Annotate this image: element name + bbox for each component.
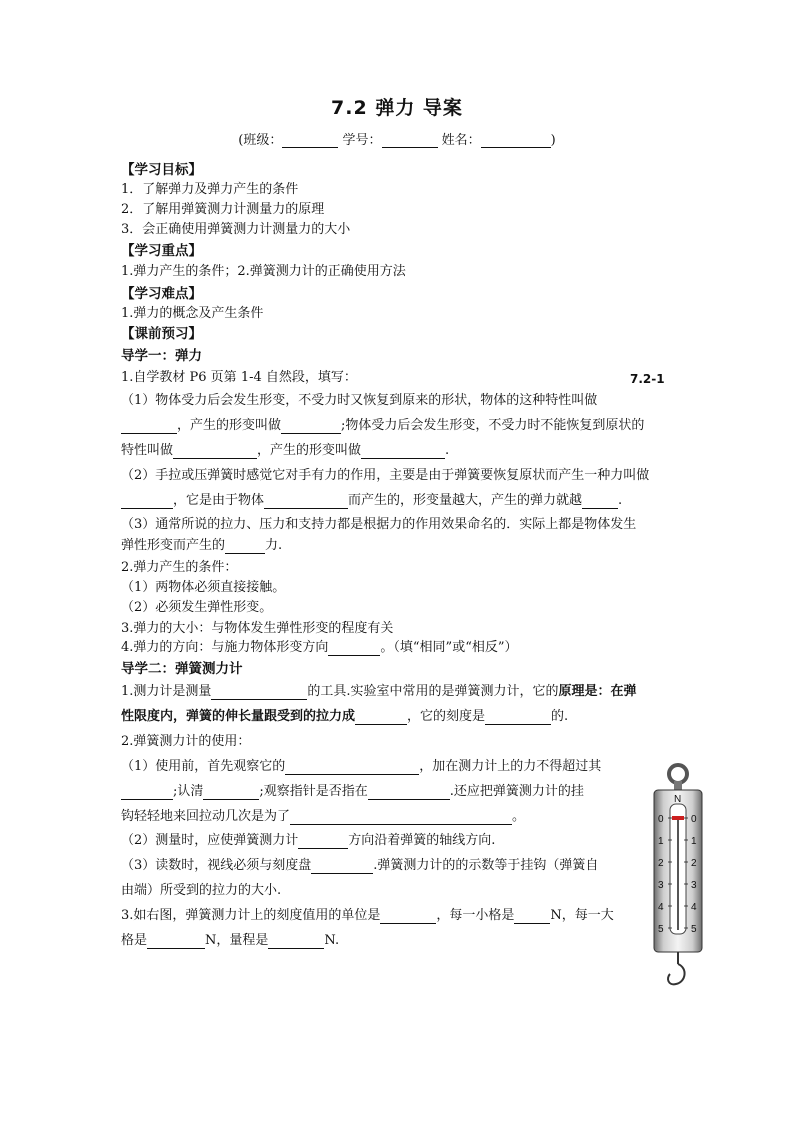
- tick-label-left: 4: [658, 902, 664, 913]
- tick-label-left: 0: [658, 814, 664, 825]
- q1-line-b: ，产生的形变叫做 ;物体受力后会发生形变，不受力时不能恢复到原状的: [121, 418, 644, 434]
- goal-item: 2．了解用弹簧测力计测量力的原理: [121, 202, 325, 217]
- condition-title: 2.弹力产生的条件：: [121, 560, 238, 575]
- condition-item: （2）必须发生弹性形变。: [121, 600, 273, 615]
- number-blank[interactable]: [382, 133, 438, 148]
- elasticity-blank[interactable]: [121, 419, 177, 434]
- tick-label-right: 1: [691, 836, 697, 847]
- u3-line-b: 由端）所受到的拉力的大小.: [121, 883, 282, 898]
- friction-check-blank[interactable]: [290, 810, 512, 825]
- focus-heading: 【学习重点】: [121, 243, 202, 259]
- force-size-text: 3.弹力的大小：与物体发生弹性形变的程度有关: [121, 621, 394, 636]
- student-info-line: [0, 129, 794, 148]
- tick-label-right: 3: [691, 880, 697, 891]
- zero-mark-blank[interactable]: [368, 785, 450, 800]
- goal-item: 3．会正确使用弹簧测力计测量力的大小: [121, 222, 351, 237]
- small-division-blank[interactable]: [514, 909, 550, 924]
- p1-line-a: 1.测力计是测量 的工具.实验室中常用的是弹簧测力计，它的原理是：在弹: [121, 684, 637, 699]
- goal-item: 1．了解弹力及弹力产生的条件: [121, 182, 299, 197]
- deformation-blank[interactable]: [264, 494, 348, 509]
- tick-label-left: 1: [658, 836, 664, 847]
- tick-label-right: 2: [691, 858, 697, 869]
- q2-line-b: ，它是由于物体 而产生的，形变量越大，产生的弹力就越 .: [121, 493, 622, 509]
- elastic-force-blank[interactable]: [121, 494, 173, 509]
- number-label: 学号：: [342, 133, 382, 148]
- u1-line-b: ;认清 ;观察指针是否指在 .还应把弹簧测力计的挂: [121, 784, 584, 800]
- range-value-blank[interactable]: [268, 934, 324, 949]
- tick-label-left: 2: [658, 858, 664, 869]
- q3-line-a: （3）通常所说的拉力、压力和支持力都是根据力的作用效果命名的．实际上都是物体发生: [121, 517, 637, 532]
- proportion-blank[interactable]: [355, 710, 407, 725]
- tick-label-left: 5: [658, 924, 664, 935]
- difficulty-heading: 【学习难点】: [121, 286, 202, 302]
- focus-text: 1.弹力产生的条件；2.弹簧测力计的正确使用方法: [121, 264, 406, 279]
- name-blank[interactable]: [481, 133, 551, 148]
- perpendicular-blank[interactable]: [311, 859, 373, 874]
- unit-blank[interactable]: [380, 909, 436, 924]
- page-title: 7.2 弹力 导案: [331, 97, 463, 119]
- tick-label-right: 4: [691, 902, 697, 913]
- name-label: 姓名：: [441, 133, 481, 148]
- force-type-blank[interactable]: [225, 539, 265, 554]
- usage-title: 2.弹簧测力计的使用：: [121, 734, 251, 749]
- q2-line-a: （2）手拉或压弹簧时感觉它对手有力的作用，主要是由于弹簧要恢复原状而产生一种力叫做: [121, 468, 650, 483]
- large-division-blank[interactable]: [147, 934, 205, 949]
- condition-item: （1）两物体必须直接接触。: [121, 580, 286, 595]
- p1-line-b: 性限度内，弹簧的伸长量跟受到的拉力成 ，它的刻度是 的.: [121, 709, 569, 724]
- pull-direction-blank[interactable]: [298, 834, 348, 849]
- pointer: [672, 816, 684, 820]
- tick-label-right: 5: [691, 924, 697, 935]
- part1-intro: 1.自学教材 P6 页第 1-4 自然段，填写：: [121, 370, 357, 385]
- division-blank[interactable]: [203, 785, 259, 800]
- scale-uniform-blank[interactable]: [485, 710, 551, 725]
- tick-label-left: 3: [658, 880, 664, 891]
- difficulty-text: 1.弹力的概念及产生条件: [121, 306, 264, 321]
- q1-line-a: （1）物体受力后会发生形变，不受力时又恢复到原来的形状，物体的这种特性叫做: [121, 393, 598, 408]
- u3-line-a: （3）读数时，视线必须与刻度盘 .弹簧测力计的的示数等于挂钩（弹簧自: [121, 858, 599, 873]
- max-range-blank[interactable]: [121, 785, 173, 800]
- u1-line-a: （1）使用前，首先观察它的 ，加在测力计上的力不得超过其: [121, 759, 602, 774]
- q1-line-c: 特性叫做 ，产生的形变叫做 .: [121, 443, 450, 458]
- force-direction-text: 4.弹力的方向：与施力物体形变方向 。（填“相同”或“相反”）: [121, 640, 518, 655]
- hook-icon: [668, 964, 685, 984]
- plasticity-blank[interactable]: [173, 444, 257, 459]
- plastic-deformation-blank[interactable]: [361, 444, 445, 459]
- top-ring: [669, 765, 687, 783]
- range-blank[interactable]: [285, 760, 419, 775]
- preview-heading: 【课前预习】: [121, 326, 202, 342]
- u1-line-c: 钩轻轻地来回拉动几次是为了 。: [121, 809, 526, 824]
- class-label: (班级：: [238, 133, 283, 148]
- part2-heading: 导学二：弹簧测力计: [121, 661, 243, 677]
- goals-heading: 【学习目标】: [121, 162, 202, 178]
- measure-blank[interactable]: [211, 685, 307, 700]
- spring-scale-figure: [652, 760, 712, 992]
- p3-line-a: 3.如右图，弹簧测力计上的刻度值用的单位是 ，每一小格是 N，每一大: [121, 908, 614, 923]
- info-close: ): [550, 133, 556, 148]
- direction-blank[interactable]: [328, 641, 380, 656]
- unit-mark: N: [674, 794, 682, 805]
- tick-label-right: 0: [691, 814, 697, 825]
- larger-blank[interactable]: [582, 494, 618, 509]
- part1-heading: 导学一：弹力: [121, 348, 202, 364]
- class-blank[interactable]: [282, 133, 338, 148]
- u2-line: （2）测量时，应使弹簧测力计 方向沿着弹簧的轴线方向.: [121, 833, 496, 848]
- p3-line-b: 格是 N，量程是 N.: [121, 933, 340, 948]
- figure-label: 7.2-1: [630, 372, 665, 386]
- elastic-deformation-blank[interactable]: [281, 419, 341, 434]
- q3-line-b: 弹性形变而产生的 力.: [121, 538, 283, 553]
